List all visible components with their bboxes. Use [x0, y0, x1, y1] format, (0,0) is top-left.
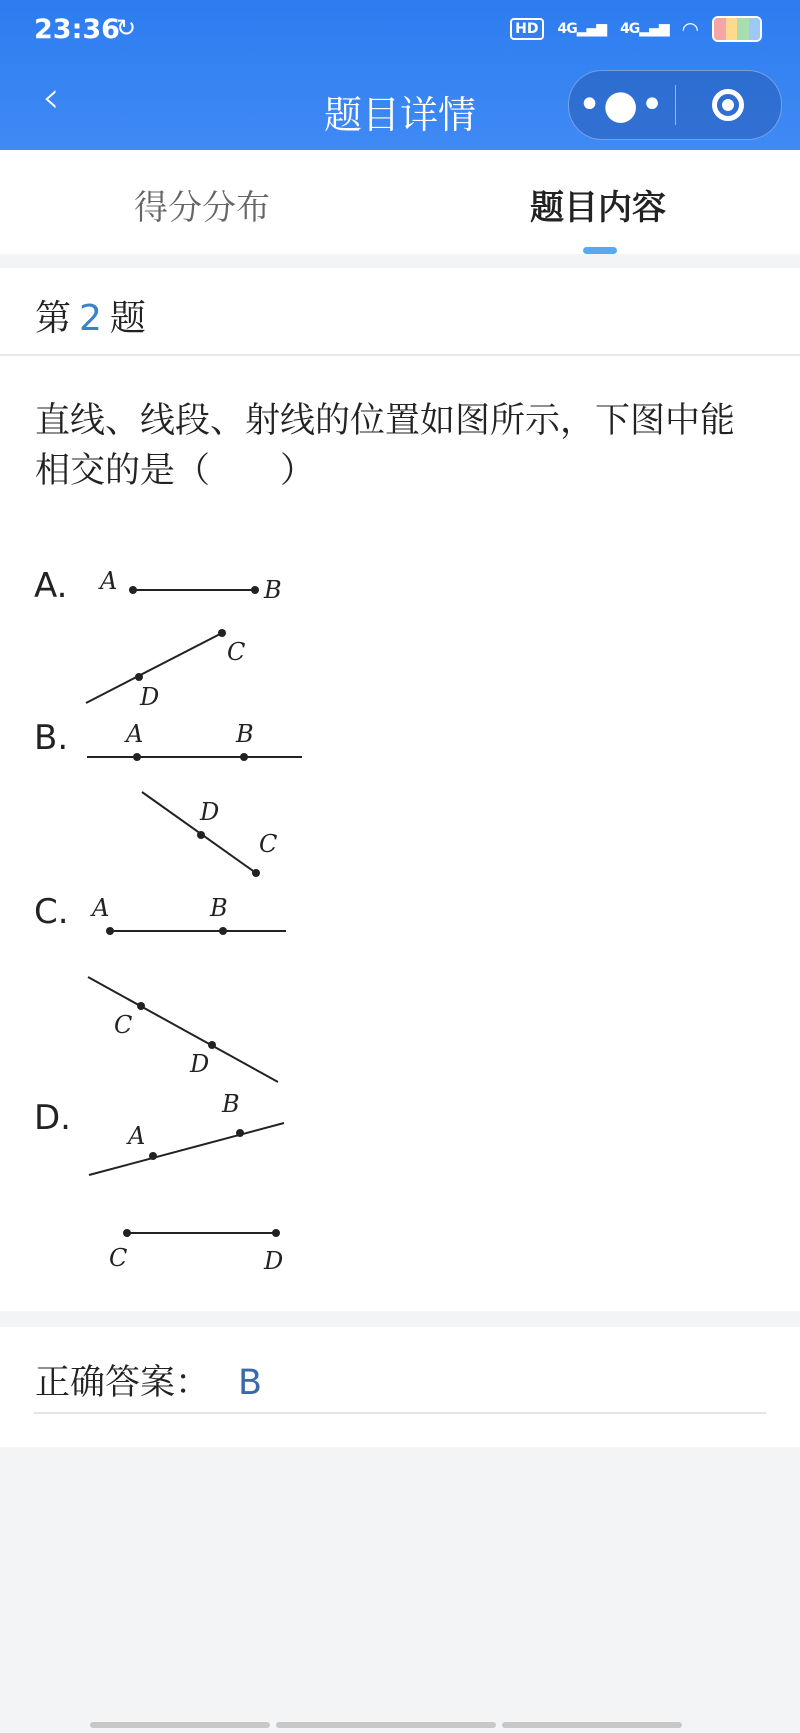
label-d: D	[264, 1247, 284, 1275]
point-c	[252, 869, 260, 877]
option-c-label: C.	[34, 892, 69, 932]
label-a: A	[126, 720, 144, 748]
signal-icon-2: 4G▂▄▆	[620, 21, 669, 37]
question-stem: 直线、线段、射线的位置如图所示，下图中能相交的是（ ）	[35, 401, 736, 491]
question-number-suffix: 题	[109, 298, 146, 339]
label-d: D	[140, 683, 160, 711]
question-number	[35, 290, 146, 341]
label-b: B	[222, 1090, 240, 1118]
point-c	[123, 1229, 131, 1237]
point-d	[208, 1041, 216, 1049]
tab-score-distribution[interactable]: 得分分布	[134, 188, 270, 228]
tab-bar	[0, 150, 800, 254]
point-d	[272, 1229, 280, 1237]
label-c: C	[114, 1011, 133, 1039]
network-type-2: 4G	[620, 21, 640, 37]
tab-active-indicator	[583, 247, 617, 254]
question-number-value: 2	[79, 298, 102, 339]
label-d: D	[200, 798, 220, 826]
label-c: C	[227, 638, 246, 666]
question-body	[0, 356, 800, 1311]
label-a: A	[128, 1122, 146, 1150]
label-a: A	[100, 567, 118, 595]
more-icon[interactable]: •●•	[577, 82, 666, 128]
option-d-line-ab	[89, 1123, 284, 1175]
option-b-label: B.	[34, 718, 69, 758]
sync-icon: ↻	[116, 14, 137, 42]
point-a	[129, 586, 137, 594]
wifi-icon: ◠	[682, 17, 698, 41]
status-icons	[510, 16, 762, 42]
answer-value: B	[238, 1363, 263, 1403]
label-b: B	[264, 576, 282, 604]
option-d-label: D.	[34, 1098, 71, 1138]
close-button[interactable]	[676, 89, 782, 121]
option-figures	[0, 356, 800, 1311]
point-b	[240, 753, 248, 761]
battery-icon	[712, 16, 762, 42]
point-d	[197, 831, 205, 839]
label-a: A	[92, 894, 110, 922]
target-icon	[712, 89, 744, 121]
top-bar	[0, 0, 800, 150]
point-a	[149, 1152, 157, 1160]
question-header	[0, 268, 800, 356]
home-indicator	[90, 1722, 682, 1728]
network-type-1: 4G	[557, 21, 577, 37]
question-number-prefix: 第	[35, 298, 72, 339]
point-c	[137, 1002, 145, 1010]
point-a	[106, 927, 114, 935]
mini-program-capsule	[568, 70, 782, 140]
label-c: C	[109, 1244, 128, 1272]
label-b: B	[236, 720, 254, 748]
answer-row	[35, 1355, 262, 1405]
page-title: 题目详情	[323, 93, 476, 137]
tab-question-content[interactable]: 题目内容	[530, 188, 666, 228]
point-c	[218, 629, 226, 637]
point-a	[133, 753, 141, 761]
label-c: C	[259, 830, 278, 858]
label-d: D	[190, 1050, 210, 1078]
status-time: 23:36	[34, 14, 120, 45]
hd-icon: HD	[510, 18, 543, 40]
point-b	[251, 586, 259, 594]
divider	[34, 1412, 766, 1414]
answer-section	[0, 1327, 800, 1447]
chevron-left-icon[interactable]: ‹	[42, 72, 60, 123]
label-b: B	[210, 894, 228, 922]
answer-label: 正确答案：	[35, 1363, 211, 1403]
point-b	[219, 927, 227, 935]
signal-icon-1: 4G▂▄▆	[557, 21, 607, 37]
option-a-label: A.	[34, 566, 68, 606]
point-b	[236, 1129, 244, 1137]
point-d	[135, 673, 143, 681]
